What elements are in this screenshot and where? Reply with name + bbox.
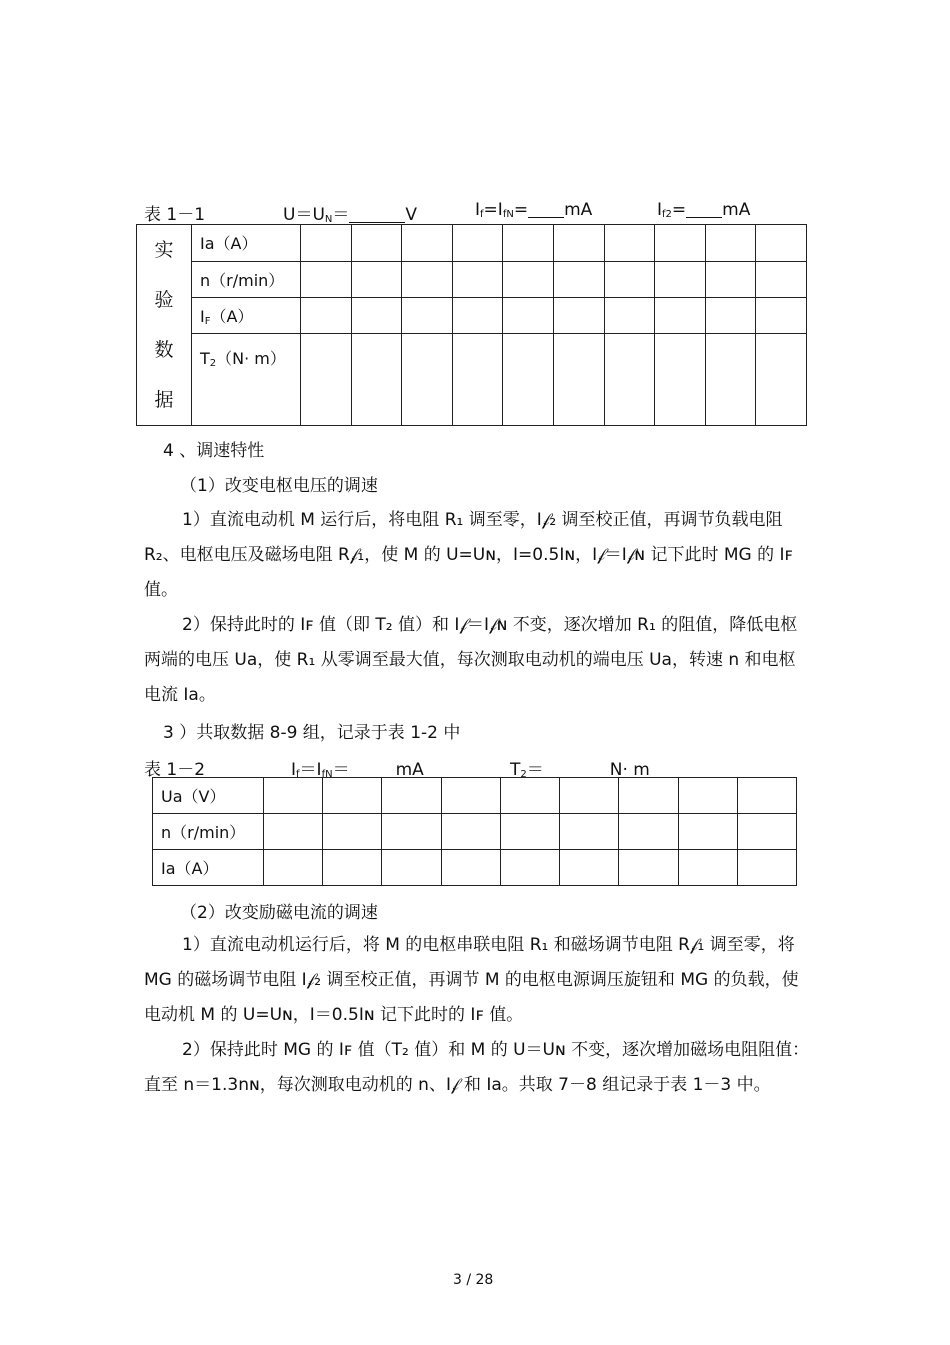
table-cell[interactable] — [655, 225, 706, 262]
table-cell[interactable] — [301, 225, 352, 262]
table-cell[interactable] — [503, 225, 554, 262]
table-cell[interactable] — [604, 225, 655, 262]
table-cell[interactable] — [756, 225, 807, 262]
table-cell[interactable] — [678, 814, 737, 850]
table-cell[interactable] — [301, 261, 352, 298]
table-cell[interactable] — [301, 298, 352, 334]
table-cell[interactable] — [402, 298, 453, 334]
experiment-data-label: 实 验 数 据 — [137, 225, 192, 426]
blank-line — [544, 761, 610, 778]
table2-row-n: n（r/min） — [153, 814, 264, 850]
table-cell[interactable] — [402, 333, 453, 425]
table-cell[interactable] — [560, 814, 619, 850]
table2-row-ua: Ua（V） — [153, 778, 264, 814]
table-cell[interactable] — [553, 261, 604, 298]
table-cell[interactable] — [402, 261, 453, 298]
table-cell[interactable] — [705, 333, 756, 425]
table-cell[interactable] — [737, 814, 796, 850]
table-cell[interactable] — [323, 814, 382, 850]
table-cell[interactable] — [503, 261, 554, 298]
table-cell[interactable] — [737, 850, 796, 886]
blank-line — [349, 206, 405, 223]
table1-row-t2: $T_2(N\cdot m)$ — [192, 333, 301, 425]
table-cell[interactable] — [452, 298, 503, 334]
table-cell[interactable] — [655, 261, 706, 298]
blank-line — [686, 201, 722, 218]
table-cell[interactable] — [756, 261, 807, 298]
paragraph: 3 ）共取数据 8-9 组，记录于表 1-2 中 — [163, 723, 461, 743]
table-cell[interactable] — [604, 333, 655, 425]
blank-line — [528, 201, 564, 218]
table-cell[interactable] — [402, 225, 453, 262]
table-cell[interactable] — [264, 778, 323, 814]
table-cell[interactable] — [678, 778, 737, 814]
table-cell[interactable] — [705, 225, 756, 262]
table-cell[interactable] — [705, 298, 756, 334]
table-cell[interactable] — [756, 333, 807, 425]
table1 — [136, 224, 807, 426]
table2-label: 表 1－2 — [144, 760, 206, 780]
paragraph: 1）直流电动机运行后，将 M 的电枢串联电阻 R₁ 和磁场调节电阻 R𝒻₁ 调至零，将 MG 的磁场调节电阻 I𝒻₂ 调至校正值，再调节 M 的电枢电源调压旋钮和 MG 的负载，使电动机 M 的 U=Uɴ，I＝0.5Iɴ 记下此时的 Iꜰ 值。 — [144, 935, 799, 1025]
table-cell[interactable] — [264, 850, 323, 886]
table-cell[interactable] — [500, 814, 559, 850]
table1-row-if: $I_F(A)$ — [192, 298, 301, 334]
table1-if2-spec: $I_{f2}=$ mA — [657, 200, 751, 220]
table-cell[interactable] — [441, 814, 500, 850]
paragraph: 2）保持此时 MG 的 Iꜰ 值（T₂ 值）和 M 的 U＝Uɴ 不变，逐次增加磁场电阻阻值：直至 n＝1.3nɴ，每次测取电动机的 n、I𝒻 和 Ia。共取 7－8 组记录于表 1－3 中。 — [144, 1040, 810, 1095]
table-cell[interactable] — [441, 778, 500, 814]
table-cell[interactable] — [560, 850, 619, 886]
table-cell[interactable] — [351, 225, 402, 262]
table1-label: 表 1－1 — [144, 205, 206, 225]
table2 — [152, 777, 797, 886]
table-cell[interactable] — [452, 333, 503, 425]
table-cell[interactable] — [441, 850, 500, 886]
table-cell[interactable] — [323, 850, 382, 886]
paragraph: 1）直流电动机 M 运行后，将电阻 R₁ 调至零，I𝒻₂ 调至校正值，再调节负载电阻 R₂、电枢电压及磁场电阻 R𝒻₁，使 M 的 U=Uɴ，I=0.5Iɴ，I𝒻＝I𝒻ɴ 记下此时 MG 的 Iꜰ 值。 — [144, 510, 793, 600]
subsection-heading: （2）改变励磁电流的调速 — [180, 903, 378, 923]
table-cell[interactable] — [503, 298, 554, 334]
table-cell[interactable] — [351, 333, 402, 425]
table1-row-n: n（r/min） — [192, 261, 301, 298]
table-cell[interactable] — [323, 778, 382, 814]
table-cell[interactable] — [553, 298, 604, 334]
table-cell[interactable] — [756, 298, 807, 334]
table-cell[interactable] — [351, 261, 402, 298]
table2-row-ia: Ia（A） — [153, 850, 264, 886]
subsection-heading: （1）改变电枢电压的调速 — [180, 476, 378, 496]
table-cell[interactable] — [382, 850, 441, 886]
table-cell[interactable] — [560, 778, 619, 814]
table-cell[interactable] — [655, 298, 706, 334]
table-cell[interactable] — [619, 814, 678, 850]
table-cell[interactable] — [264, 814, 323, 850]
table-cell[interactable] — [382, 778, 441, 814]
table-cell[interactable] — [604, 298, 655, 334]
table-cell[interactable] — [301, 333, 352, 425]
table-cell[interactable] — [500, 778, 559, 814]
table1-voltage-spec: $U=U_N= V$ — [283, 205, 418, 225]
table-cell[interactable] — [452, 261, 503, 298]
section-heading: 4 、调速特性 — [163, 441, 265, 461]
table-cell[interactable] — [655, 333, 706, 425]
table-cell[interactable] — [351, 298, 402, 334]
table-cell[interactable] — [737, 778, 796, 814]
table-cell[interactable] — [619, 778, 678, 814]
table2-if-spec: $I_f=I_{fN}=$ mA — [291, 760, 424, 780]
table-cell[interactable] — [705, 261, 756, 298]
table2-t2-spec: $T_2= N\cdot m$ — [510, 760, 650, 780]
table-cell[interactable] — [382, 814, 441, 850]
table-cell[interactable] — [500, 850, 559, 886]
table-cell[interactable] — [619, 850, 678, 886]
page-number: 3 / 28 — [453, 1272, 494, 1288]
table1-if-spec: $I_f=I_{fN}=$ mA — [475, 200, 593, 220]
table-cell[interactable] — [678, 850, 737, 886]
table1-caption — [144, 200, 205, 225]
table-cell[interactable] — [553, 333, 604, 425]
table-cell[interactable] — [604, 261, 655, 298]
table1-row-ia: Ia（A） — [192, 225, 301, 262]
blank-line — [350, 761, 396, 778]
table-cell[interactable] — [503, 333, 554, 425]
table-cell[interactable] — [553, 225, 604, 262]
table-cell[interactable] — [452, 225, 503, 262]
paragraph: 2）保持此时的 Iꜰ 值（即 T₂ 值）和 I𝒻＝I𝒻ɴ 不变，逐次增加 R₁ 的阻值，降低电枢两端的电压 Ua，使 R₁ 从零调至最大值，每次测取电动机的端电压 Ua，转速 n 和电枢电流 Ia。 — [144, 615, 798, 705]
